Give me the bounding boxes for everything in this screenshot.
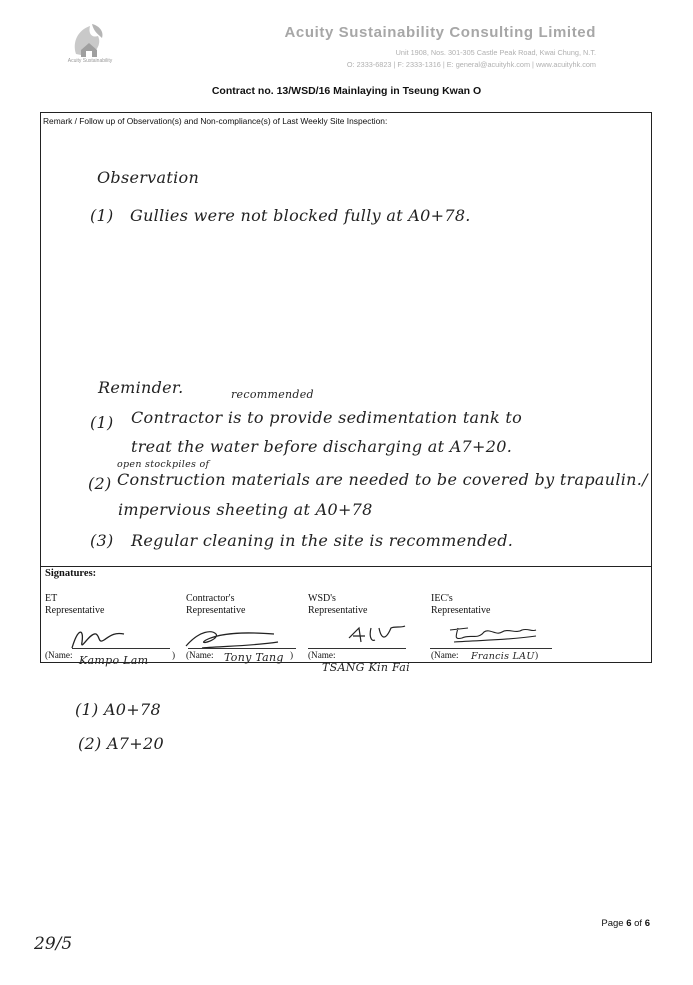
signature-role: Representative xyxy=(186,605,246,616)
reminder-2-number: (2) xyxy=(88,474,112,493)
signature-column-wsd xyxy=(308,593,432,617)
wsd-signature-scrawl xyxy=(345,624,407,648)
filed-date-mark: 29/5 xyxy=(34,934,73,954)
wsd-signature-line xyxy=(308,648,406,649)
signature-role: Representative xyxy=(308,605,368,616)
reminder-1-number: (1) xyxy=(90,413,114,432)
remark-heading: Remark / Follow up of Observation(s) and Non-compliance(s) of Last Weekly Site Inspection: xyxy=(43,116,388,126)
reminder-3-number: (3) xyxy=(90,531,114,550)
company-name: Acuity Sustainability Consulting Limited xyxy=(284,24,596,41)
et-signature-line xyxy=(72,648,170,649)
signature-org: IEC's xyxy=(431,593,453,604)
signature-column-contractor xyxy=(186,593,310,617)
contract-title: Contract no. 13/WSD/16 Mainlaying in Tseung Kwan O xyxy=(211,85,482,97)
reminder-1-line-1: Contractor is to provide sedimentation tank to xyxy=(131,408,523,427)
reminder-1-line-2: treat the water before discharging at A7+20. xyxy=(131,437,513,456)
company-logo xyxy=(62,20,118,78)
observation-1-number: (1) xyxy=(90,206,114,225)
signature-column-et xyxy=(45,593,169,617)
page-number: Page 6 of 6 xyxy=(601,918,650,929)
leaf-house-logo-icon xyxy=(62,20,118,60)
followup-1: (1) A0+78 xyxy=(75,700,161,719)
observation-1-text: Gullies were not blocked fully at A0+78. xyxy=(130,206,471,225)
contractor-representative-name: (Name: Tony Tang ) xyxy=(186,650,294,664)
reminder-2-line-2: impervious sheeting at A0+78 xyxy=(118,500,373,519)
reminder-heading: Reminder. xyxy=(98,378,184,397)
contractor-signature-line xyxy=(188,648,296,649)
signature-column-iec xyxy=(431,593,555,617)
observation-heading: Observation xyxy=(97,168,200,187)
signature-org: Contractor's xyxy=(186,593,235,604)
reminder-2-line-1: Construction materials are needed to be covered by trapaulin./ xyxy=(117,470,648,489)
followup-2: (2) A7+20 xyxy=(78,734,164,753)
company-contact: O: 2333-6823 | F: 2333-1316 | E: general@acuityhk.com | www.acuityhk.com xyxy=(346,60,596,69)
wsd-representative-name: (Name: TSANG Kin Fai xyxy=(308,650,410,674)
signatures-title: Signatures: xyxy=(45,568,97,579)
company-address: Unit 1908, Nos. 301-305 Castle Peak Road, Kwai Chung, N.T. xyxy=(395,48,596,57)
reminder-3-text: Regular cleaning in the site is recommended. xyxy=(131,531,514,550)
iec-signature-scrawl xyxy=(444,622,540,646)
iec-signature-line xyxy=(430,648,552,649)
reminder-2-insert: open stockpiles of xyxy=(117,459,210,470)
et-representative-name: (Name: Kampo Lam ) xyxy=(45,650,176,667)
signature-role: Representative xyxy=(45,605,105,616)
signature-org: WSD's xyxy=(308,593,336,604)
iec-representative-name: (Name: Francis LAU ) xyxy=(431,650,539,662)
logo-caption: Acuity Sustainability xyxy=(67,58,113,64)
signature-separator xyxy=(41,566,651,567)
signature-org: ET xyxy=(45,593,58,604)
recommended-insert: recommended xyxy=(231,388,314,401)
signature-role: Representative xyxy=(431,605,491,616)
